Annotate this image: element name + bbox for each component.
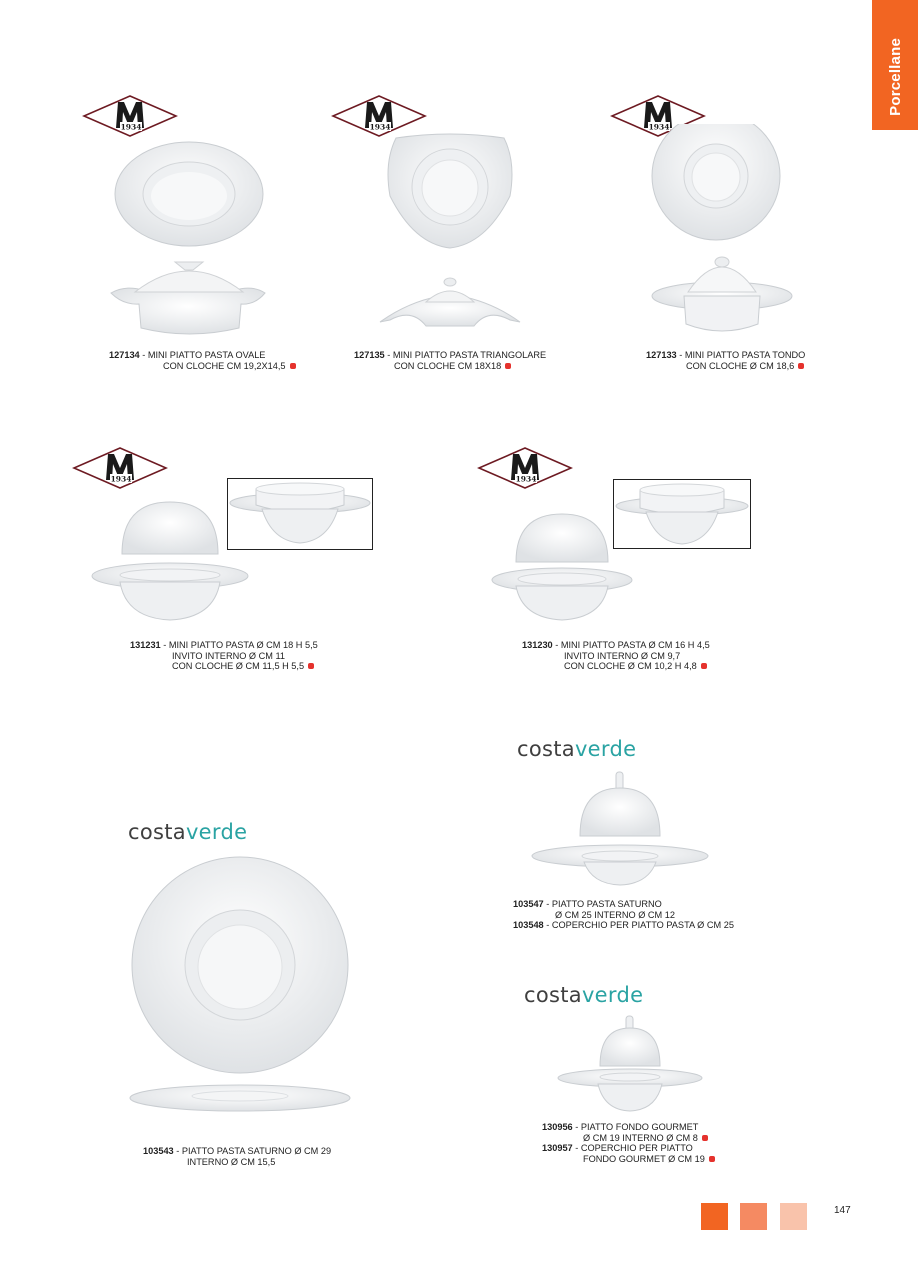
- color-swatch-2: [740, 1203, 767, 1230]
- product-image-mini-plate-inset: [228, 479, 372, 549]
- product-code: 130957: [542, 1143, 573, 1153]
- product-code: 130956: [542, 1122, 573, 1132]
- costaverde-logo: costaverde: [517, 737, 637, 761]
- section-tab: [872, 0, 918, 130]
- product-caption: 127133 - MINI PIATTO PASTA TONDO CON CLOCHE Ø CM 18,6: [646, 350, 806, 371]
- availability-marker: [709, 1156, 715, 1162]
- product-image-saturno-large: [128, 855, 353, 1115]
- availability-marker: [290, 363, 296, 369]
- page-number: 147: [834, 1205, 851, 1216]
- product-code: 127134: [109, 350, 140, 360]
- product-inset-frame: [613, 479, 751, 549]
- product-code: 127133: [646, 350, 677, 360]
- product-caption: 127135 - MINI PIATTO PASTA TRIANGOLARE CON CLOCHE CM 18X18: [354, 350, 547, 371]
- product-image-oval-plate: [105, 140, 270, 340]
- product-code: 127135: [354, 350, 385, 360]
- availability-marker: [702, 1135, 708, 1141]
- logo-year: 1934: [110, 474, 132, 484]
- logo-year: 1934: [369, 122, 391, 132]
- m1934-logo: [477, 446, 573, 490]
- section-tab-label: Porcellane: [886, 38, 904, 116]
- color-swatch-3: [780, 1203, 807, 1230]
- product-caption: 103543 - PIATTO PASTA SATURNO Ø CM 29 INTERNO Ø CM 15,5: [143, 1146, 332, 1167]
- costaverde-logo: costaverde: [128, 820, 248, 844]
- product-caption: 103547 - PIATTO PASTA SATURNO Ø CM 25 INTERNO Ø CM 12 103548 - COPERCHIO PER PIATTO PASTA Ø CM 25: [513, 899, 734, 930]
- availability-marker: [701, 663, 707, 669]
- product-code: 103548: [513, 920, 544, 930]
- product-code: 103547: [513, 899, 544, 909]
- product-code: 103543: [143, 1146, 174, 1156]
- product-image-triangular-plate: [378, 132, 523, 342]
- product-code: 131230: [522, 640, 553, 650]
- availability-marker: [308, 663, 314, 669]
- product-image-round-plate: [650, 124, 795, 339]
- availability-marker: [505, 363, 511, 369]
- product-image-gourmet-cloche: [556, 1014, 704, 1114]
- logo-year: 1934: [120, 122, 142, 132]
- product-image-mini-plate-inset: [614, 480, 750, 548]
- logo-year: 1934: [648, 122, 670, 132]
- product-caption: 130956 - PIATTO FONDO GOURMET Ø CM 19 INTERNO Ø CM 8 130957 - COPERCHIO PER PIATTO FONDO GOURMET Ø CM 19: [542, 1122, 715, 1164]
- product-image-saturno-cloche: [530, 770, 710, 888]
- color-swatch-1: [701, 1203, 728, 1230]
- product-code: 131231: [130, 640, 161, 650]
- logo-year: 1934: [515, 474, 537, 484]
- m1934-logo: [82, 94, 178, 138]
- availability-marker: [798, 363, 804, 369]
- product-caption: 131231 - MINI PIATTO PASTA Ø CM 18 H 5,5 INVITO INTERNO Ø CM 11 CON CLOCHE Ø CM 11,5 H 5,5: [130, 640, 318, 671]
- product-inset-frame: [227, 478, 373, 550]
- costaverde-logo: costaverde: [524, 983, 644, 1007]
- product-image-mini-plate-cloche: [90, 498, 250, 628]
- product-caption: 131230 - MINI PIATTO PASTA Ø CM 16 H 4,5 INVITO INTERNO Ø CM 9,7 CON CLOCHE Ø CM 10,2 H 4,8: [522, 640, 710, 671]
- m1934-logo: [72, 446, 168, 490]
- product-caption: 127134 - MINI PIATTO PASTA OVALE CON CLOCHE CM 19,2X14,5: [109, 350, 296, 371]
